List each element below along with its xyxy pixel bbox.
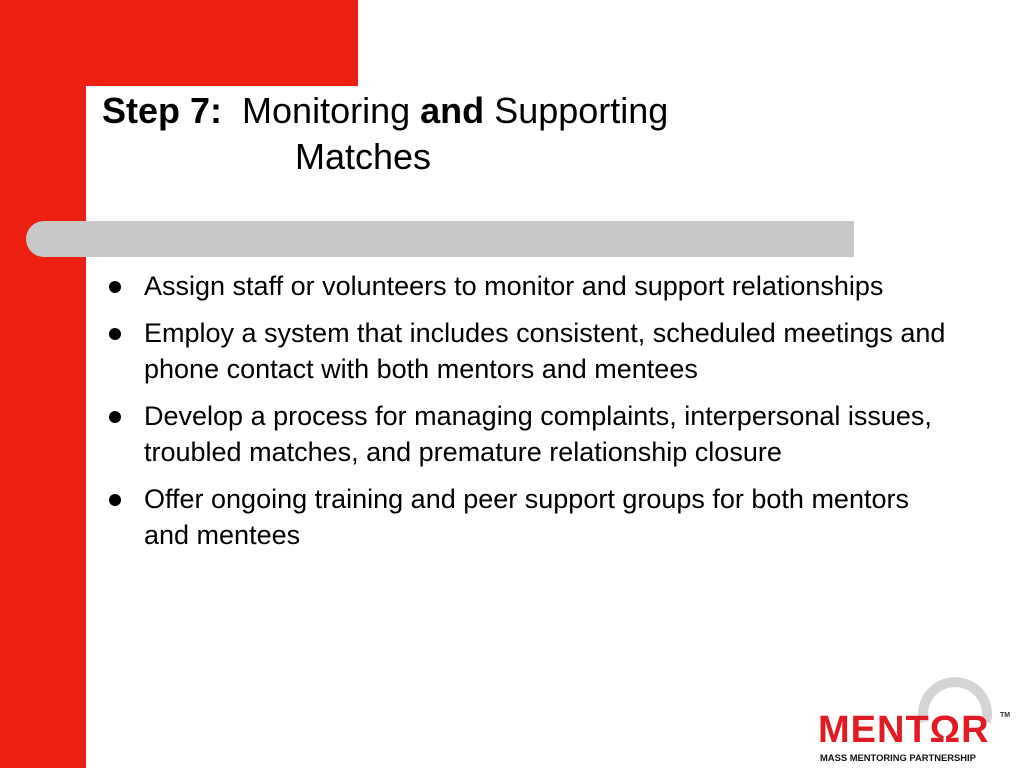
list-item <box>106 398 956 470</box>
title-line-2: Matches <box>295 136 432 177</box>
left-red-bar <box>0 0 86 768</box>
bullet-dot-icon <box>109 328 121 340</box>
bullet-list <box>106 268 956 564</box>
slide-title <box>102 88 782 180</box>
title-connector: and <box>420 90 485 131</box>
bullet-dot-icon <box>109 411 121 423</box>
title-divider-bar <box>26 221 854 257</box>
logo-trademark: TM <box>1000 712 1011 719</box>
title-word-supporting: Supporting <box>494 90 669 131</box>
bullet-dot-icon <box>109 494 121 506</box>
bullet-text: Develop a process for managing complaints, interpersonal issues, troubled matches, and premature relationship closure <box>144 401 932 467</box>
bullet-text: Employ a system that includes consistent, scheduled meetings and phone contact with both mentors and mentees <box>144 318 946 384</box>
bullet-text: Assign staff or volunteers to monitor and support relationships <box>144 271 884 301</box>
list-item <box>106 268 956 304</box>
logo-wordmark: MENTΩR <box>818 709 990 751</box>
logo-tagline: MASS MENTORING PARTNERSHIP <box>820 752 976 763</box>
mentor-logo <box>812 672 1018 764</box>
bullet-text: Offer ongoing training and peer support groups for both mentors and mentees <box>144 484 909 550</box>
list-item <box>106 315 956 387</box>
top-red-block <box>0 0 358 86</box>
list-item <box>106 481 956 553</box>
title-word-monitoring: Monitoring <box>242 90 411 131</box>
bullet-dot-icon <box>109 281 121 293</box>
title-step-label: Step 7: <box>102 90 223 131</box>
